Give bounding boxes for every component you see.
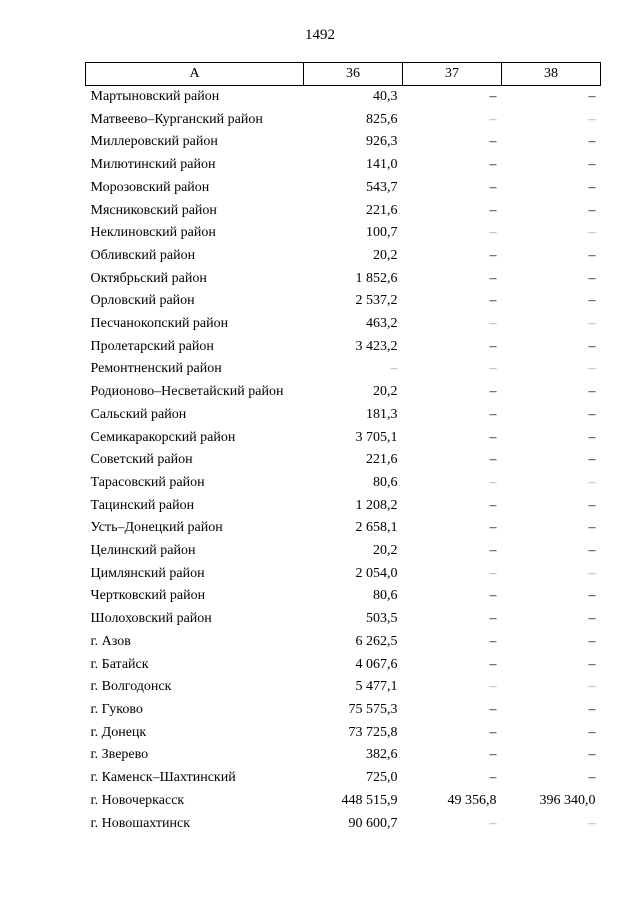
row-value-38: 396 340,0 [539, 792, 596, 808]
table-row [86, 699, 601, 722]
row-value-37: – [489, 157, 497, 173]
row-value-36: 2 537,2 [355, 293, 398, 309]
row-value-36: 2 054,0 [355, 565, 398, 581]
row-name-cell: Шолоховский район [90, 611, 212, 627]
row-value-38: – [588, 747, 596, 763]
row-value-36: 4 067,6 [355, 656, 398, 672]
row-value-37: – [489, 543, 497, 559]
row-value-38: – [588, 338, 596, 354]
table-row [86, 631, 601, 654]
row-name-cell: Мясниковский район [90, 202, 217, 218]
row-value-37: – [489, 429, 497, 445]
table-row [86, 222, 601, 245]
table-row [86, 790, 601, 813]
row-name-cell: г. Батайск [90, 656, 149, 672]
row-name-cell: Целинский район [90, 543, 196, 559]
row-value-37: – [489, 520, 497, 536]
row-value-38: – [588, 724, 596, 740]
row-value-37: – [489, 565, 497, 581]
table-row [86, 517, 601, 540]
row-value-36: 75 575,3 [348, 701, 398, 717]
row-value-36: 221,6 [366, 452, 398, 468]
row-value-36: – [390, 361, 398, 377]
row-name-cell: г. Каменск–Шахтинский [90, 770, 236, 786]
row-value-36: 20,2 [373, 543, 398, 559]
row-value-37: – [489, 384, 497, 400]
row-value-36: 73 725,8 [348, 724, 398, 740]
row-name-cell: г. Донецк [90, 724, 147, 740]
header-cell-name: А [86, 63, 304, 86]
row-value-38: – [588, 656, 596, 672]
row-value-37: – [489, 656, 497, 672]
row-value-37: – [489, 815, 497, 831]
row-value-38: – [588, 157, 596, 173]
row-name-cell: Семикаракорский район [90, 429, 236, 445]
table-row [86, 427, 601, 450]
row-value-36: 2 658,1 [355, 520, 398, 536]
row-value-38: – [588, 247, 596, 263]
row-value-36: 926,3 [366, 134, 398, 150]
row-value-38: – [588, 497, 596, 513]
row-value-36: 181,3 [366, 406, 398, 422]
row-value-37: – [489, 633, 497, 649]
row-value-37: – [489, 293, 497, 309]
row-value-36: 20,2 [373, 247, 398, 263]
table-row [86, 313, 601, 336]
row-value-37: – [489, 134, 497, 150]
row-value-38: – [588, 89, 596, 104]
row-name-cell: Тарасовский район [90, 474, 205, 490]
row-value-36: 6 262,5 [355, 633, 398, 649]
data-table [85, 62, 601, 835]
row-name-cell: Песчанокопский район [90, 316, 229, 332]
row-value-38: – [588, 565, 596, 581]
row-value-37: – [489, 179, 497, 195]
row-value-36: 503,5 [366, 611, 398, 627]
row-value-37: – [489, 701, 497, 717]
row-value-37: – [489, 316, 497, 332]
row-name-cell: Матвеево–Курганский район [90, 111, 263, 127]
row-name-cell: Морозовский район [90, 179, 210, 195]
row-value-37: – [489, 747, 497, 763]
row-name-cell: Усть–Донецкий район [90, 520, 223, 536]
row-name-cell: Сальский район [90, 406, 187, 422]
row-name-cell: Тацинский район [90, 497, 195, 513]
table-row [86, 654, 601, 677]
row-value-37: – [489, 338, 497, 354]
row-name-cell: г. Волгодонск [90, 679, 172, 695]
row-value-37: – [489, 202, 497, 218]
row-value-38: – [588, 611, 596, 627]
row-value-38: – [588, 543, 596, 559]
row-value-37: – [489, 270, 497, 286]
row-value-36: 20,2 [373, 384, 398, 400]
row-value-38: – [588, 815, 596, 831]
row-name-cell: Советский район [90, 452, 193, 468]
row-name-cell: Милютинский район [90, 157, 216, 173]
row-value-38: – [588, 429, 596, 445]
row-value-36: 40,3 [373, 89, 398, 104]
row-value-38: – [588, 633, 596, 649]
table-row [86, 540, 601, 563]
row-value-36: 825,6 [366, 111, 398, 127]
row-value-37: – [489, 679, 497, 695]
table-row [86, 744, 601, 767]
table-row [86, 585, 601, 608]
row-name-cell: Цимлянский район [90, 565, 205, 581]
row-name-cell: Родионово–Несветайский район [90, 384, 284, 400]
row-value-38: – [588, 293, 596, 309]
row-value-37: – [489, 611, 497, 627]
table-row [86, 472, 601, 495]
row-value-37: – [489, 474, 497, 490]
table-row [86, 358, 601, 381]
row-value-36: 5 477,1 [355, 679, 398, 695]
row-value-38: – [588, 452, 596, 468]
row-value-36: 90 600,7 [348, 815, 398, 831]
row-value-36: 1 208,2 [355, 497, 398, 513]
row-value-37: – [489, 770, 497, 786]
row-value-37: – [489, 111, 497, 127]
table-row [86, 200, 601, 223]
row-value-36: 1 852,6 [355, 270, 398, 286]
table-row [86, 336, 601, 359]
row-name-cell: Миллеровский район [90, 134, 218, 150]
row-value-36: 463,2 [366, 316, 398, 332]
row-value-38: – [588, 701, 596, 717]
table-row [86, 813, 601, 836]
row-value-38: – [588, 225, 596, 241]
row-name-cell: Неклиновский район [90, 225, 216, 241]
row-value-38: – [588, 270, 596, 286]
row-value-38: – [588, 406, 596, 422]
row-value-37: – [489, 497, 497, 513]
row-value-37: – [489, 724, 497, 740]
row-value-38: – [588, 134, 596, 150]
row-name-cell: г. Зверево [90, 747, 149, 763]
row-value-38: – [588, 520, 596, 536]
table-body [86, 86, 601, 836]
row-value-36: 100,7 [366, 225, 398, 241]
row-value-36: 382,6 [366, 747, 398, 763]
table-row [86, 245, 601, 268]
row-value-37: – [489, 247, 497, 263]
row-name-cell: Пролетарский район [90, 338, 214, 354]
header-cell-36: 36 [304, 63, 403, 86]
row-value-38: – [588, 111, 596, 127]
table-row [86, 449, 601, 472]
row-value-36: 141,0 [366, 157, 398, 173]
row-value-37: – [489, 406, 497, 422]
row-value-37: – [489, 225, 497, 241]
row-name-cell: Мартыновский район [90, 89, 220, 104]
row-value-36: 80,6 [373, 588, 398, 604]
table-row [86, 404, 601, 427]
row-name-cell: г. Новошахтинск [90, 815, 191, 831]
row-value-36: 3 705,1 [355, 429, 398, 445]
row-value-36: 725,0 [366, 770, 398, 786]
row-name-cell: г. Азов [90, 633, 131, 649]
table-row [86, 177, 601, 200]
table-row [86, 563, 601, 586]
row-value-38: – [588, 474, 596, 490]
table-row [86, 268, 601, 291]
page-number: 1492 [305, 27, 335, 43]
row-name-cell: Орловский район [90, 293, 195, 309]
table-row [86, 381, 601, 404]
table-row [86, 131, 601, 154]
row-name-cell: Октябрьский район [90, 270, 207, 286]
row-name-cell: Обливский район [90, 247, 196, 263]
row-name-cell: г. Новочеркасск [90, 792, 185, 808]
row-value-36: 448 515,9 [341, 792, 398, 808]
table-row [86, 676, 601, 699]
table-row [86, 722, 601, 745]
row-value-38: – [588, 384, 596, 400]
header-cell-38: 38 [502, 63, 601, 86]
row-value-36: 543,7 [366, 179, 398, 195]
row-value-38: – [588, 588, 596, 604]
table-row [86, 767, 601, 790]
header-cell-37: 37 [403, 63, 502, 86]
row-value-36: 3 423,2 [355, 338, 398, 354]
row-name-cell: г. Гуково [90, 701, 143, 717]
table-row [86, 154, 601, 177]
table-header-row [86, 63, 601, 86]
table-row [86, 86, 601, 109]
row-value-38: – [588, 316, 596, 332]
row-value-36: 80,6 [373, 474, 398, 490]
row-value-37: – [489, 361, 497, 377]
row-value-37: – [489, 588, 497, 604]
row-value-38: – [588, 679, 596, 695]
table-row [86, 608, 601, 631]
row-value-36: 221,6 [366, 202, 398, 218]
table-row [86, 495, 601, 518]
row-value-38: – [588, 361, 596, 377]
row-value-37: 49 356,8 [447, 792, 497, 808]
row-value-37: – [489, 89, 497, 104]
row-name-cell: Чертковский район [90, 588, 206, 604]
row-name-cell: Ремонтненский район [90, 361, 222, 377]
table-row [86, 109, 601, 132]
row-value-38: – [588, 179, 596, 195]
row-value-37: – [489, 452, 497, 468]
row-value-38: – [588, 202, 596, 218]
row-value-38: – [588, 770, 596, 786]
table-row [86, 290, 601, 313]
